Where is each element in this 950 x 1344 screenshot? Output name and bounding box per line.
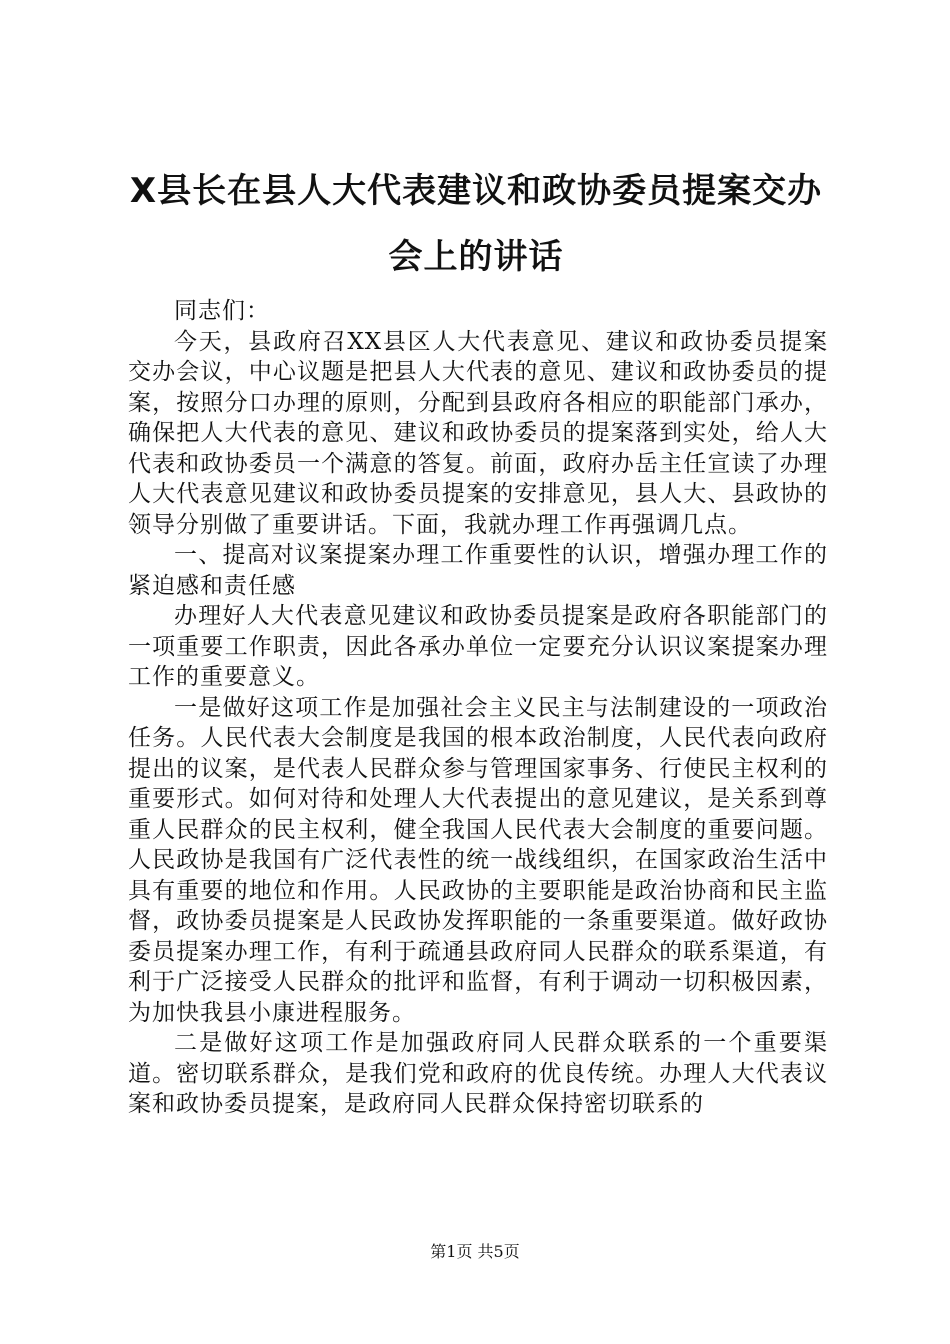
body-paragraph: 一是做好这项工作是加强社会主义民主与法制建设的一项政治任务。人民代表大会制度是我国的根本政治制度，人民代表向政府提出的议案，是代表人民群众参与管理国家事务、行使民主权利的重要形式。如何对待和处理人大代表提出的意见建议，是关系到尊重人民群众的民主权利，健全我国人民代表大会制度的重要问题。人民政协是我国有广泛代表性的统一战线组织，在国家政治生活中具有重要的地位和作用。人民政协的主要职能是政治协商和民主监督，政协委员提案是人民政协发挥职能的一条重要渠道。做好政协委员提案办理工作，有利于疏通县政府同人民群众的联系渠道，有利于广泛接受人民群众的批评和监督，有利于调动一切积极因素，为加快我县小康进程服务。 [128,694,828,1026]
section-heading-paragraph: 一、提高对议案提案办理工作重要性的认识，增强办理工作的紧迫感和责任感 [128,542,828,599]
document-title-line-2: 会上的讲话 [388,237,564,277]
document-title-line-1: X县长在县人大代表建议和政协委员提案交办 [129,171,823,211]
document-title [128,158,824,290]
page-number-footer: 第1页 共5页 [430,1242,520,1261]
body-paragraph: 二是做好这项工作是加强政府同人民群众联系的一个重要渠道。密切联系群众，是我们党和政府的优良传统。办理人大代表议案和政协委员提案，是政府同人民群众保持密切联系的 [128,1030,828,1117]
salutation-paragraph: 同志们： [174,298,270,324]
document-body [128,296,828,1120]
body-paragraph: 今天，县政府召XX县区人大代表意见、建议和政协委员提案交办会议，中心议题是把县人大代表的意见、建议和政协委员的提案，按照分口办理的原则，分配到县政府各相应的职能部门承办，确保把人大代表的意见、建议和政协委员的提案落到实处，给人大代表和政协委员一个满意的答复。前面，政府办岳主任宣读了办理人大代表意见建议和政协委员提案的安排意见，县人大、县政协的领导分别做了重要讲话。下面，我就办理工作再强调几点。 [128,328,828,538]
body-paragraph: 办理好人大代表意见建议和政协委员提案是政府各职能部门的一项重要工作职责，因此各承办单位一定要充分认识议案提案办理工作的重要意义。 [128,603,828,690]
